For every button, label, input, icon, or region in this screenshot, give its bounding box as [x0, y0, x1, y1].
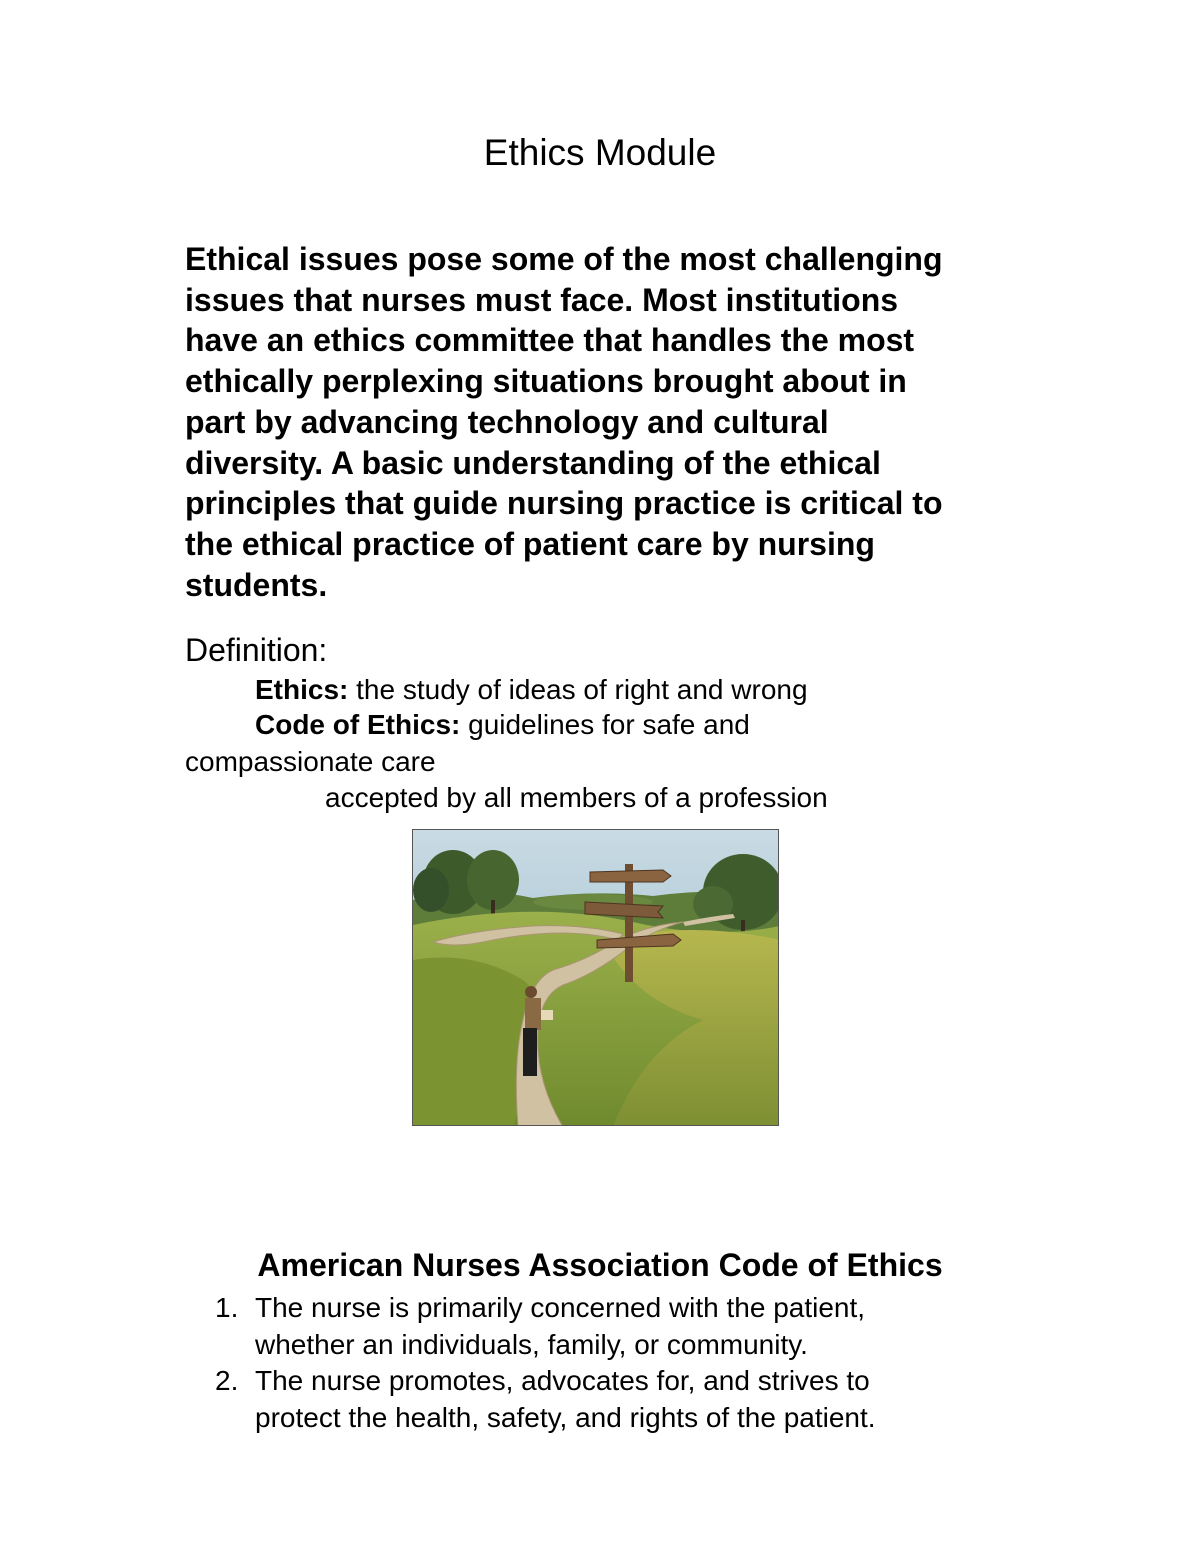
intro-line: part by advancing technology and cultural — [185, 403, 829, 440]
list-number: 2. — [215, 1365, 239, 1396]
page-title: Ethics Module — [483, 132, 717, 173]
ethics-text: the study of ideas of right and wrong — [348, 674, 808, 705]
ethics-term: Ethics: — [255, 674, 349, 705]
list-item-line: whether an individuals, family, or community. — [255, 1328, 808, 1360]
code-definition-continued: accepted by all members of a profession — [325, 782, 828, 813]
list-item — [215, 1363, 876, 1436]
intro-line: issues that nurses must face. Most institutions — [185, 281, 899, 318]
code-term: Code of Ethics: — [255, 709, 461, 740]
intro-line: ethically perplexing situations brought about in — [185, 363, 907, 400]
intro-paragraph — [185, 239, 1045, 605]
list-item-line: The nurse promotes, advocates for, and strives to — [255, 1365, 870, 1396]
list-number: 1. — [215, 1292, 239, 1323]
crossroads-illustration — [412, 829, 779, 1126]
intro-line: have an ethics committee that handles the most — [185, 322, 915, 359]
intro-line: Ethical issues pose some of the most challenging — [185, 241, 943, 277]
list-item-line: protect the health, safety, and rights of the patient. — [255, 1401, 876, 1433]
code-definition — [255, 709, 750, 741]
code-definition-continued: compassionate care — [185, 746, 436, 777]
definition-heading: Definition: — [185, 632, 328, 668]
code-text: guidelines for safe and — [460, 709, 750, 740]
intro-line: principles that guide nursing practice is critical to — [185, 485, 943, 522]
ana-code-heading: American Nurses Association Code of Ethics — [257, 1247, 943, 1283]
list-item-line: The nurse is primarily concerned with the patient, — [255, 1292, 866, 1323]
intro-line: the ethical practice of patient care by nursing — [185, 525, 875, 562]
ana-code-list — [215, 1290, 876, 1436]
intro-line: diversity. A basic understanding of the ethical — [185, 444, 881, 481]
crossroads-signpost-illustration — [413, 830, 779, 1126]
list-item — [215, 1290, 876, 1363]
ethics-definition — [255, 674, 808, 706]
intro-line: students. — [185, 566, 328, 603]
